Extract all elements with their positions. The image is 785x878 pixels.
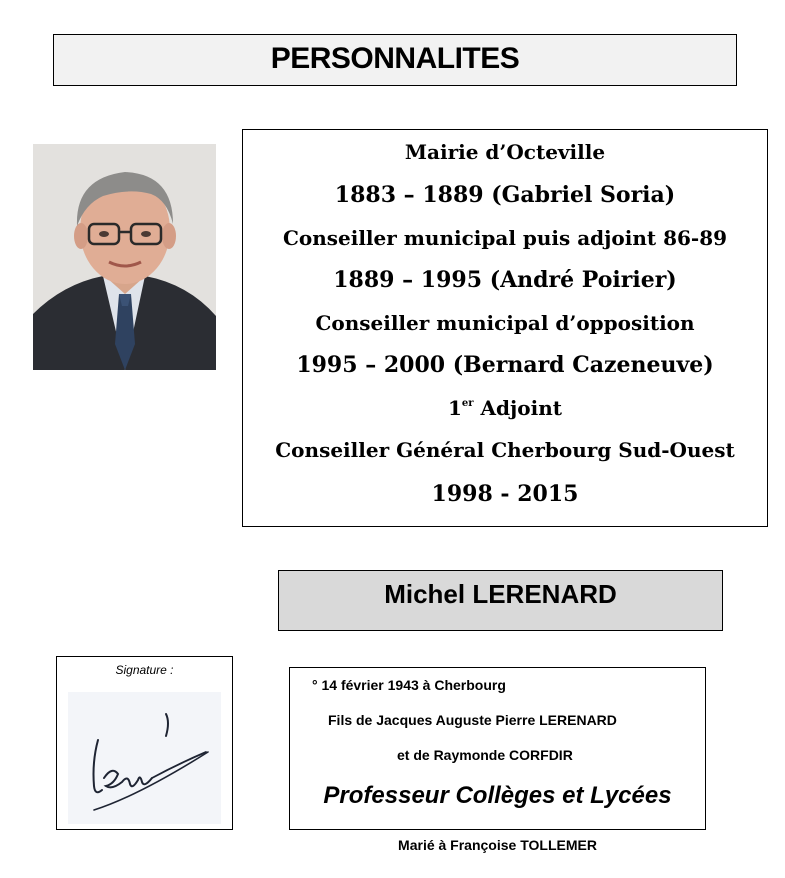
birth-line: ° 14 février 1943 à Cherbourg <box>312 677 506 693</box>
adjoint-number: 1 <box>448 396 462 420</box>
career-line-period-2: 1889 – 1995 (André Poirier) <box>333 267 677 293</box>
name-box <box>278 570 723 631</box>
career-line-role-2: Conseiller municipal d’opposition <box>315 311 695 335</box>
handwritten-signature <box>68 692 221 824</box>
bio-box <box>289 667 706 830</box>
signature-box <box>56 656 233 830</box>
profession-line: Professeur Collèges et Lycées <box>323 782 672 809</box>
career-line-role-1: Conseiller municipal puis adjoint 86-89 <box>282 226 728 250</box>
career-line-period-3: 1995 – 2000 (Bernard Cazeneuve) <box>296 352 714 378</box>
career-line-mairie: Mairie d’Octeville <box>404 140 606 164</box>
career-box <box>242 129 768 527</box>
career-line-period-1: 1883 – 1889 (Gabriel Soria) <box>334 182 676 208</box>
career-line-role-4: Conseiller Général Cherbourg Sud-Ouest <box>275 438 735 462</box>
career-line-role-3 <box>243 396 767 420</box>
portrait-image <box>33 144 216 370</box>
page-title: PERSONNALITES <box>270 42 520 75</box>
father-line: Fils de Jacques Auguste Pierre LERENARD <box>328 712 617 728</box>
portrait-photo <box>33 144 216 370</box>
signature-image <box>68 692 221 824</box>
header-box <box>53 34 737 86</box>
married-line: Marié à Françoise TOLLEMER <box>398 837 597 853</box>
adjoint-label: Adjoint <box>480 396 562 420</box>
adjoint-suffix: er <box>461 398 474 409</box>
mother-line: et de Raymonde CORFDIR <box>397 747 573 763</box>
signature-label: Signature : <box>115 663 174 677</box>
career-line-period-4: 1998 - 2015 <box>431 481 579 507</box>
person-name: Michel LERENARD <box>384 579 617 609</box>
